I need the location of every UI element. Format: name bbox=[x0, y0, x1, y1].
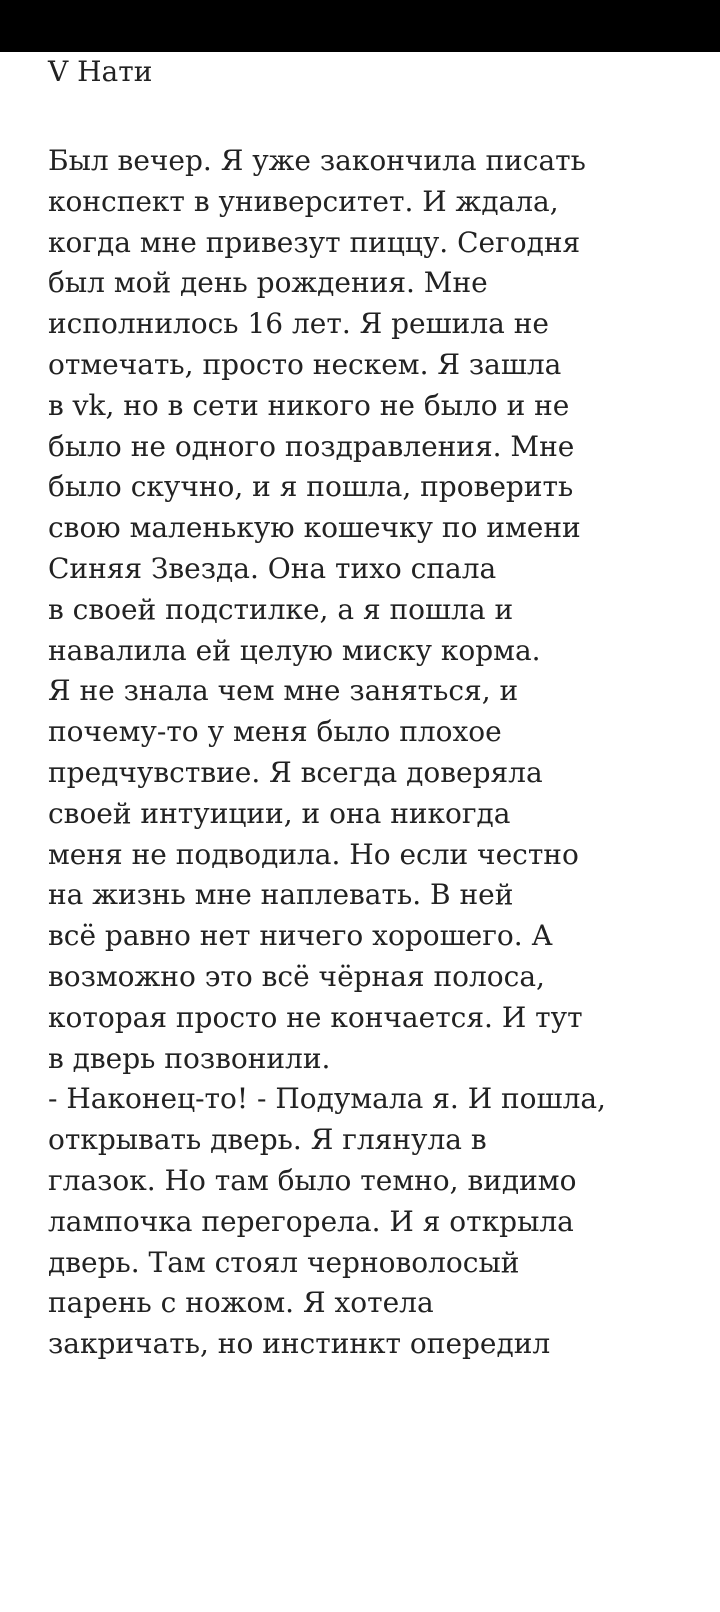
status-bar bbox=[0, 0, 720, 52]
text-line: исполнилось 16 лет. Я решила не bbox=[48, 307, 549, 341]
text-line: Я не знала чем мне заняться, и bbox=[48, 674, 519, 708]
chapter-title: V Нати bbox=[48, 55, 153, 88]
text-line: Был вечер. Я уже закончила писать bbox=[48, 144, 586, 177]
text-line: на жизнь мне наплевать. В ней bbox=[48, 878, 514, 912]
text-line: был мой день рождения. Мне bbox=[48, 266, 488, 300]
text-line: навалила ей целую миску корма. bbox=[48, 633, 541, 667]
text-line: в своей подстилке, а я пошла и bbox=[48, 592, 514, 626]
bottom-blank-area bbox=[0, 1488, 720, 1612]
story-text bbox=[48, 141, 708, 1365]
text-line: - Наконец-то! - Подумала я. И пошла, bbox=[48, 1082, 606, 1116]
reader-page[interactable] bbox=[0, 52, 720, 1488]
text-line: в vk, но в сети никого не было и не bbox=[48, 388, 570, 422]
text-line: возможно это всё чёрная полоса, bbox=[48, 959, 545, 993]
text-line: предчувствие. Я всегда доверяла bbox=[48, 755, 543, 789]
text-line: почему-то у меня было плохое bbox=[48, 715, 502, 749]
text-line: открывать дверь. Я глянула в bbox=[48, 1123, 487, 1157]
text-line: которая просто не кончается. И тут bbox=[48, 1000, 583, 1034]
text-line: всё равно нет ничего хорошего. А bbox=[48, 919, 553, 953]
text-line: парень с ножом. Я хотела bbox=[48, 1286, 434, 1320]
text-line: дверь. Там стоял черноволосый bbox=[48, 1245, 520, 1279]
text-line: закричать, но инстинкт опередил bbox=[48, 1327, 551, 1361]
text-line: было не одного поздравления. Мне bbox=[48, 429, 575, 463]
text-line: отмечать, просто нескем. Я зашла bbox=[48, 347, 562, 381]
text-line: в дверь позвонили. bbox=[48, 1041, 331, 1075]
text-line: Синяя Звезда. Она тихо спала bbox=[48, 551, 497, 585]
text-line: конспект в университет. И ждала, bbox=[48, 184, 559, 218]
text-line: лампочка перегорела. И я открыла bbox=[48, 1204, 574, 1238]
text-line: когда мне привезут пиццу. Сегодня bbox=[48, 225, 581, 259]
text-line: свою маленькую кошечку по имени bbox=[48, 511, 581, 545]
text-line: глазок. Но там было темно, видимо bbox=[48, 1163, 577, 1197]
text-line: меня не подводила. Но если честно bbox=[48, 837, 579, 871]
text-line: своей интуиции, и она никогда bbox=[48, 796, 511, 830]
text-line: было скучно, и я пошла, проверить bbox=[48, 470, 574, 504]
